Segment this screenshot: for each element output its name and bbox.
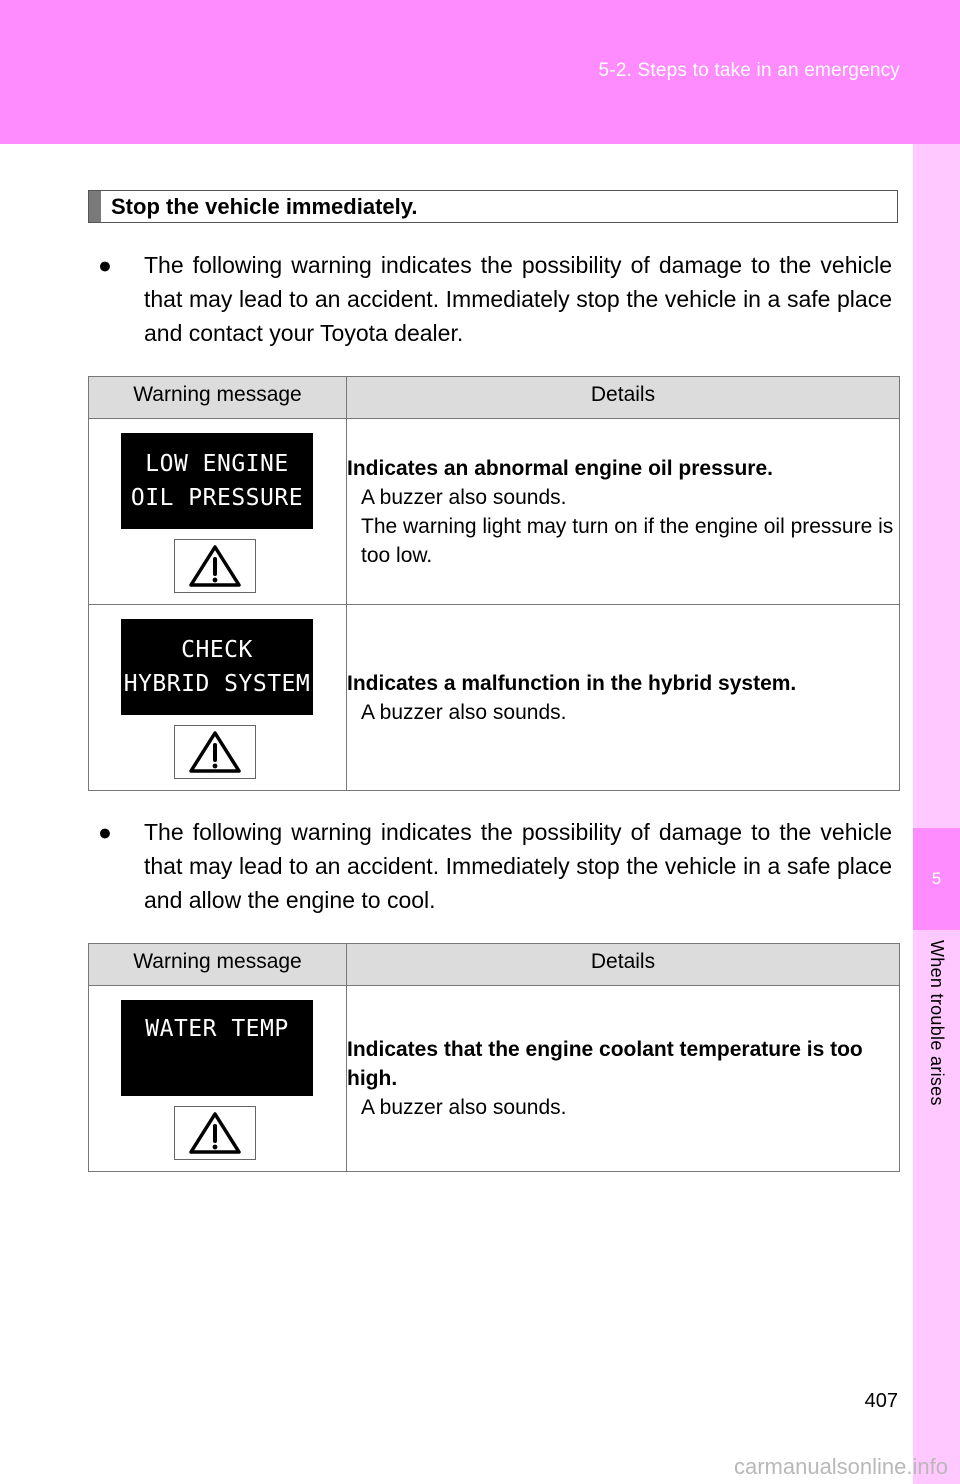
chapter-label-text: When trouble arises xyxy=(927,940,947,1106)
paragraph-2 xyxy=(98,815,892,917)
side-tab xyxy=(913,144,960,1484)
warning-image-cell xyxy=(89,419,347,605)
details-title: Indicates a malfunction in the hybrid system. xyxy=(347,671,797,695)
details-line: A buzzer also sounds. xyxy=(361,485,567,509)
paragraph-text: The following warning indicates the possibility of damage to the vehicle that may lead to an accident. Immediately stop the vehicle in a safe place and allow the engine to cool. xyxy=(144,819,892,913)
warning-triangle-icon xyxy=(174,725,256,779)
warning-table-1 xyxy=(88,376,900,791)
section-title: 5-2. Steps to take in an emergency xyxy=(598,60,900,81)
display-low-engine-oil-pressure xyxy=(121,433,313,529)
warning-image-cell xyxy=(89,605,347,791)
column-header-warning: Warning message xyxy=(89,944,347,986)
chapter-label xyxy=(913,940,960,1140)
paragraph-1 xyxy=(98,248,892,350)
table-header-row xyxy=(89,944,900,986)
details-line: A buzzer also sounds. xyxy=(361,1096,567,1119)
column-header-warning: Warning message xyxy=(89,377,347,419)
table-row xyxy=(89,419,900,605)
details-cell xyxy=(347,605,900,791)
details-line: The warning light may turn on if the engine oil pressure is too low. xyxy=(361,514,894,567)
page-number: 407 xyxy=(864,1390,898,1412)
details-cell xyxy=(347,419,900,605)
heading-text: Stop the vehicle immediately. xyxy=(111,193,418,219)
details-title: Indicates that the engine coolant temperature is too high. xyxy=(347,1038,863,1090)
display-line: CHECK xyxy=(181,637,253,663)
paragraph-text: The following warning indicates the possibility of damage to the vehicle that may lead to an accident. Immediately stop the vehicle in a safe place and contact your Toyota dealer. xyxy=(144,252,892,346)
column-header-details: Details xyxy=(347,944,900,986)
details-line: A buzzer also sounds. xyxy=(361,700,567,724)
table-row xyxy=(89,605,900,791)
display-check-hybrid-system xyxy=(121,619,313,715)
display-line: WATER TEMP xyxy=(145,1016,289,1042)
display-line: HYBRID SYSTEM xyxy=(123,671,311,697)
section-heading xyxy=(88,190,898,223)
warning-image-cell xyxy=(89,986,347,1172)
display-water-temp xyxy=(121,1000,313,1096)
chapter-number: 5 xyxy=(913,828,960,930)
heading-bar xyxy=(89,191,101,222)
table-header-row xyxy=(89,377,900,419)
display-line: LOW ENGINE xyxy=(145,451,289,477)
details-title: Indicates an abnormal engine oil pressure. xyxy=(347,456,773,480)
bullet-icon: ● xyxy=(98,252,112,278)
details-cell xyxy=(347,986,900,1172)
bullet-icon: ● xyxy=(98,819,112,845)
table-row xyxy=(89,986,900,1172)
warning-triangle-icon xyxy=(174,1106,256,1160)
column-header-details: Details xyxy=(347,377,900,419)
warning-triangle-icon xyxy=(174,539,256,593)
warning-table-2 xyxy=(88,943,900,1172)
display-line: OIL PRESSURE xyxy=(130,485,304,511)
watermark: carmanualsonline.info xyxy=(733,1454,948,1479)
